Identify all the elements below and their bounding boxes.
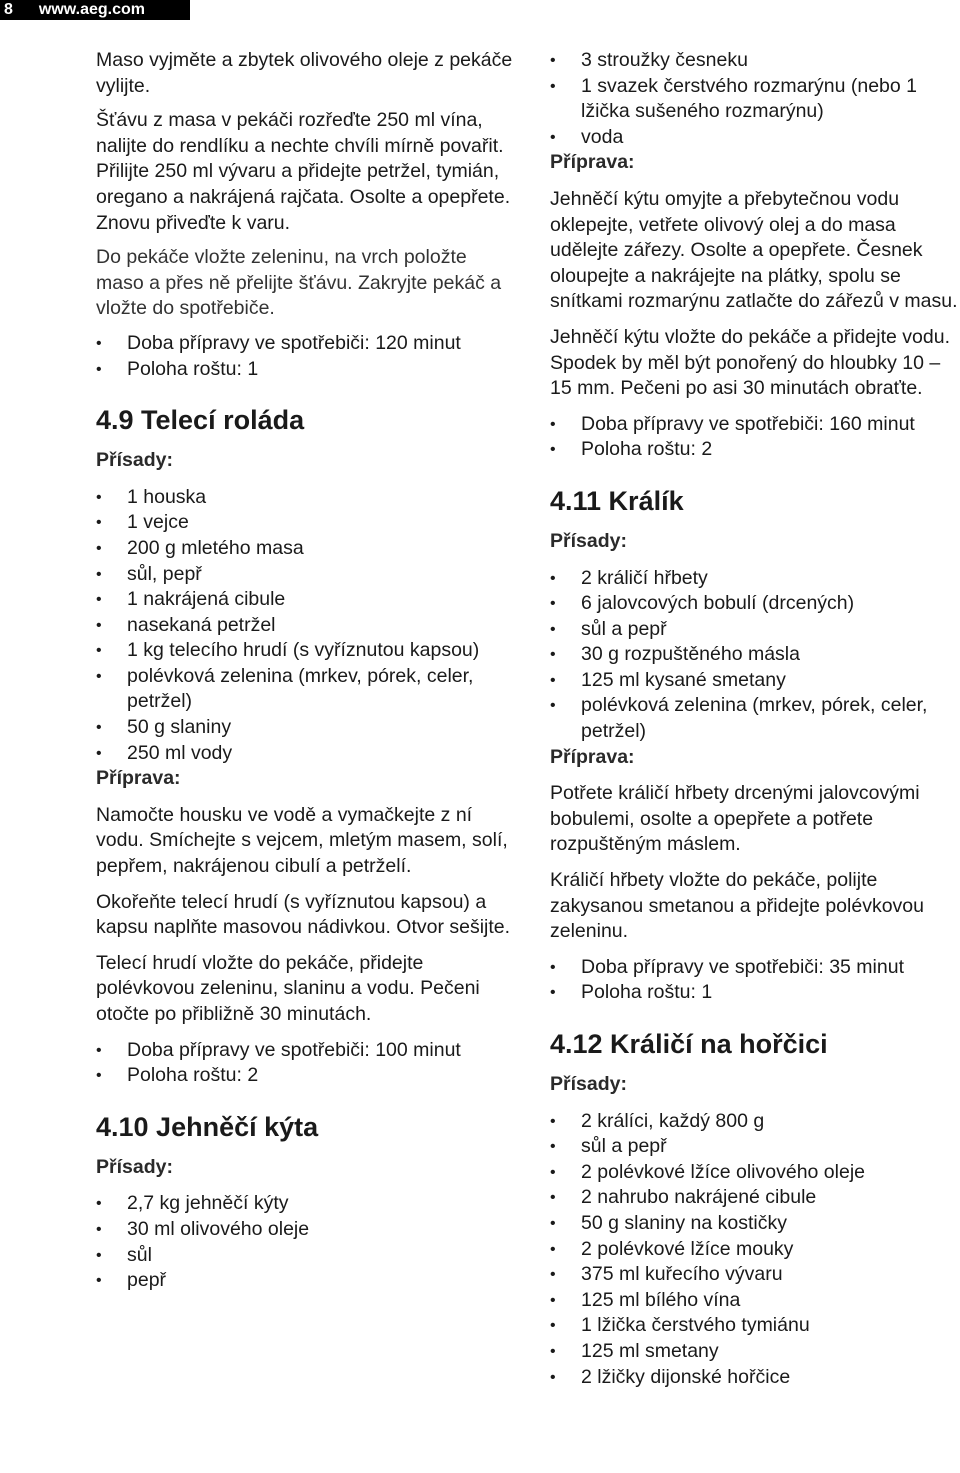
- paragraph: Králičí hřbety vložte do pekáče, polijte zakysanou smetanou a přidejte polévkovou zeleninu.: [550, 869, 924, 943]
- list-item: • Doba přípravy ve spotřebiči: 35 minut: [550, 955, 960, 981]
- paragraph: Do pekáče vložte zeleninu, na vrch položte maso a přes ně přelijte šťávu. Zakryjte pekáč a vložte do spotřebiče.: [96, 246, 502, 320]
- list-item: • 1 svazek čerstvého rozmarýnu (nebo 1 lžička sušeného rozmarýnu): [550, 74, 960, 125]
- list-item: • nasekaná petržel: [96, 613, 516, 639]
- ingredients-heading: Přísady:: [550, 529, 627, 552]
- cooking-notes-list: [96, 1038, 516, 1089]
- list-item: • 2 polévkové lžíce olivového oleje: [550, 1160, 960, 1186]
- list-item: • 3 stroužky česneku: [550, 48, 960, 74]
- list-item: • Poloha roštu: 2: [96, 1063, 516, 1089]
- paragraph: Potřete králičí hřbety drcenými jalovcovými bobulemi, osolte a opepřete a potřete rozpuštěným máslem.: [550, 782, 920, 856]
- list-item: • 200 g mletého masa: [96, 536, 516, 562]
- section-title: 4.11 Králík: [550, 485, 684, 516]
- list-item: • Doba přípravy ve spotřebiči: 100 minut: [96, 1038, 516, 1064]
- list-item: • sůl: [96, 1243, 516, 1269]
- preparation-heading: Příprava:: [96, 767, 181, 790]
- list-item: • 2,7 kg jehněčí kýty: [96, 1191, 516, 1217]
- right-column: [550, 48, 960, 1399]
- section-title: 4.9 Telecí roláda: [96, 405, 305, 436]
- cooking-notes-list: [550, 412, 960, 463]
- list-item: • polévková zelenina (mrkev, pórek, celer, petržel): [550, 693, 960, 744]
- list-item: • 125 ml smetany: [550, 1339, 960, 1365]
- list-item: • polévková zelenina (mrkev, pórek, celer, petržel): [96, 664, 516, 715]
- list-item: • 2 lžičky dijonské hořčice: [550, 1365, 960, 1391]
- list-item: • 30 ml olivového oleje: [96, 1217, 516, 1243]
- cooking-notes-list: [550, 955, 960, 1006]
- list-item: • 1 kg telecího hrudí (s vyříznutou kapsou): [96, 638, 516, 664]
- list-item: • sůl a pepř: [550, 1134, 960, 1160]
- ingredients-heading: Přísady:: [550, 1073, 627, 1095]
- cooking-notes-list: [96, 331, 516, 382]
- preparation-heading: Příprava:: [550, 745, 635, 768]
- list-item: • 1 vejce: [96, 510, 516, 536]
- ingredients-list: [550, 1109, 960, 1391]
- list-item: • 6 jalovcových bobulí (drcených): [550, 591, 960, 617]
- list-item: • 50 g slaniny na kostičky: [550, 1211, 960, 1237]
- website-url[interactable]: www.aeg.com: [38, 1, 146, 18]
- paragraph: Telecí hrudí vložte do pekáče, přidejte polévkovou zeleninu, slaninu a vodu. Pečeni otočte po přibližně 30 minutách.: [96, 951, 480, 1025]
- paragraph: Jehněčí kýtu omyjte a přebytečnou vodu oklepejte, vetřete olivový olej a do masa udělejte zářezy. Osolte a opepřete. Česnek oloupejte a nakrájejte na plátky, spolu se snítkami rozmarýnu zatlačte do zářezů v masu.: [550, 187, 958, 313]
- paragraph: Okořeňte telecí hrudí (s vyříznutou kapsou) a kapsu naplňte masovou nádivkou. Otvor sešijte.: [96, 890, 511, 939]
- list-item: • pepř: [96, 1268, 516, 1294]
- list-item: • Doba přípravy ve spotřebiči: 160 minut: [550, 412, 960, 438]
- preparation-heading: Příprava:: [550, 151, 635, 174]
- list-item: • 250 ml vody: [96, 741, 516, 767]
- paragraph: Namočte housku ve vodě a vymačkejte z ní vodu. Smíchejte s vejcem, mletým masem, solí, pepřem, nakrájenou cibulí a petrželí.: [96, 803, 508, 878]
- list-item: • 50 g slaniny: [96, 715, 516, 741]
- list-item: • 2 nahrubo nakrájené cibule: [550, 1185, 960, 1211]
- list-item: • Doba přípravy ve spotřebiči: 120 minut: [96, 331, 516, 357]
- section-title: 4.10 Jehněčí kýta: [96, 1111, 319, 1142]
- list-item: • voda: [550, 125, 960, 151]
- ingredients-list: [96, 1191, 516, 1293]
- section-title: 4.12 Králičí na hořčici: [550, 1029, 828, 1059]
- ingredients-heading: Přísady:: [96, 449, 173, 472]
- list-item: • 2 polévkové lžíce mouky: [550, 1237, 960, 1263]
- ingredients-list: [550, 566, 960, 745]
- left-column: [96, 48, 516, 1303]
- list-item: • 125 ml bílého vína: [550, 1288, 960, 1314]
- list-item: • 1 houska: [96, 485, 516, 511]
- list-item: • 375 ml kuřecího vývaru: [550, 1262, 960, 1288]
- list-item: • 1 lžička čerstvého tymiánu: [550, 1313, 960, 1339]
- ingredients-list: [96, 485, 516, 767]
- list-item: • sůl a pepř: [550, 617, 960, 643]
- paragraph: Jehněčí kýtu vložte do pekáče a přidejte vodu. Spodek by měl být ponořený do hloubky 10 – 15 mm. Pečeni po asi 30 minutách obraťte.: [550, 325, 950, 400]
- list-item: • sůl, pepř: [96, 562, 516, 588]
- page-number: 8: [4, 1, 13, 18]
- list-item: • 30 g rozpuštěného másla: [550, 642, 960, 668]
- list-item: • Poloha roštu: 1: [550, 980, 960, 1006]
- list-item: • 2 králičí hřbety: [550, 566, 960, 592]
- page-header: [0, 0, 190, 20]
- paragraph: Šťávu z masa v pekáči rozřeďte 250 ml vína, nalijte do rendlíku a nechte chvíli mírně povařit. Přilijte 250 ml vývaru a přidejte petržel, tymián, oregano a nakrájená rajčata. Osolte a opepřete. Znovu přiveďte k varu.: [96, 109, 511, 234]
- ingredients-heading: Přísady:: [96, 1155, 173, 1178]
- paragraph: Maso vyjměte a zbytek olivového oleje z pekáče vylijte.: [96, 49, 513, 97]
- list-item: • 125 ml kysané smetany: [550, 668, 960, 694]
- list-item: • 1 nakrájená cibule: [96, 587, 516, 613]
- list-item: • Poloha roštu: 2: [550, 437, 960, 463]
- list-item: • 2 králíci, každý 800 g: [550, 1109, 960, 1135]
- ingredients-list: [550, 48, 960, 150]
- list-item: • Poloha roštu: 1: [96, 357, 516, 383]
